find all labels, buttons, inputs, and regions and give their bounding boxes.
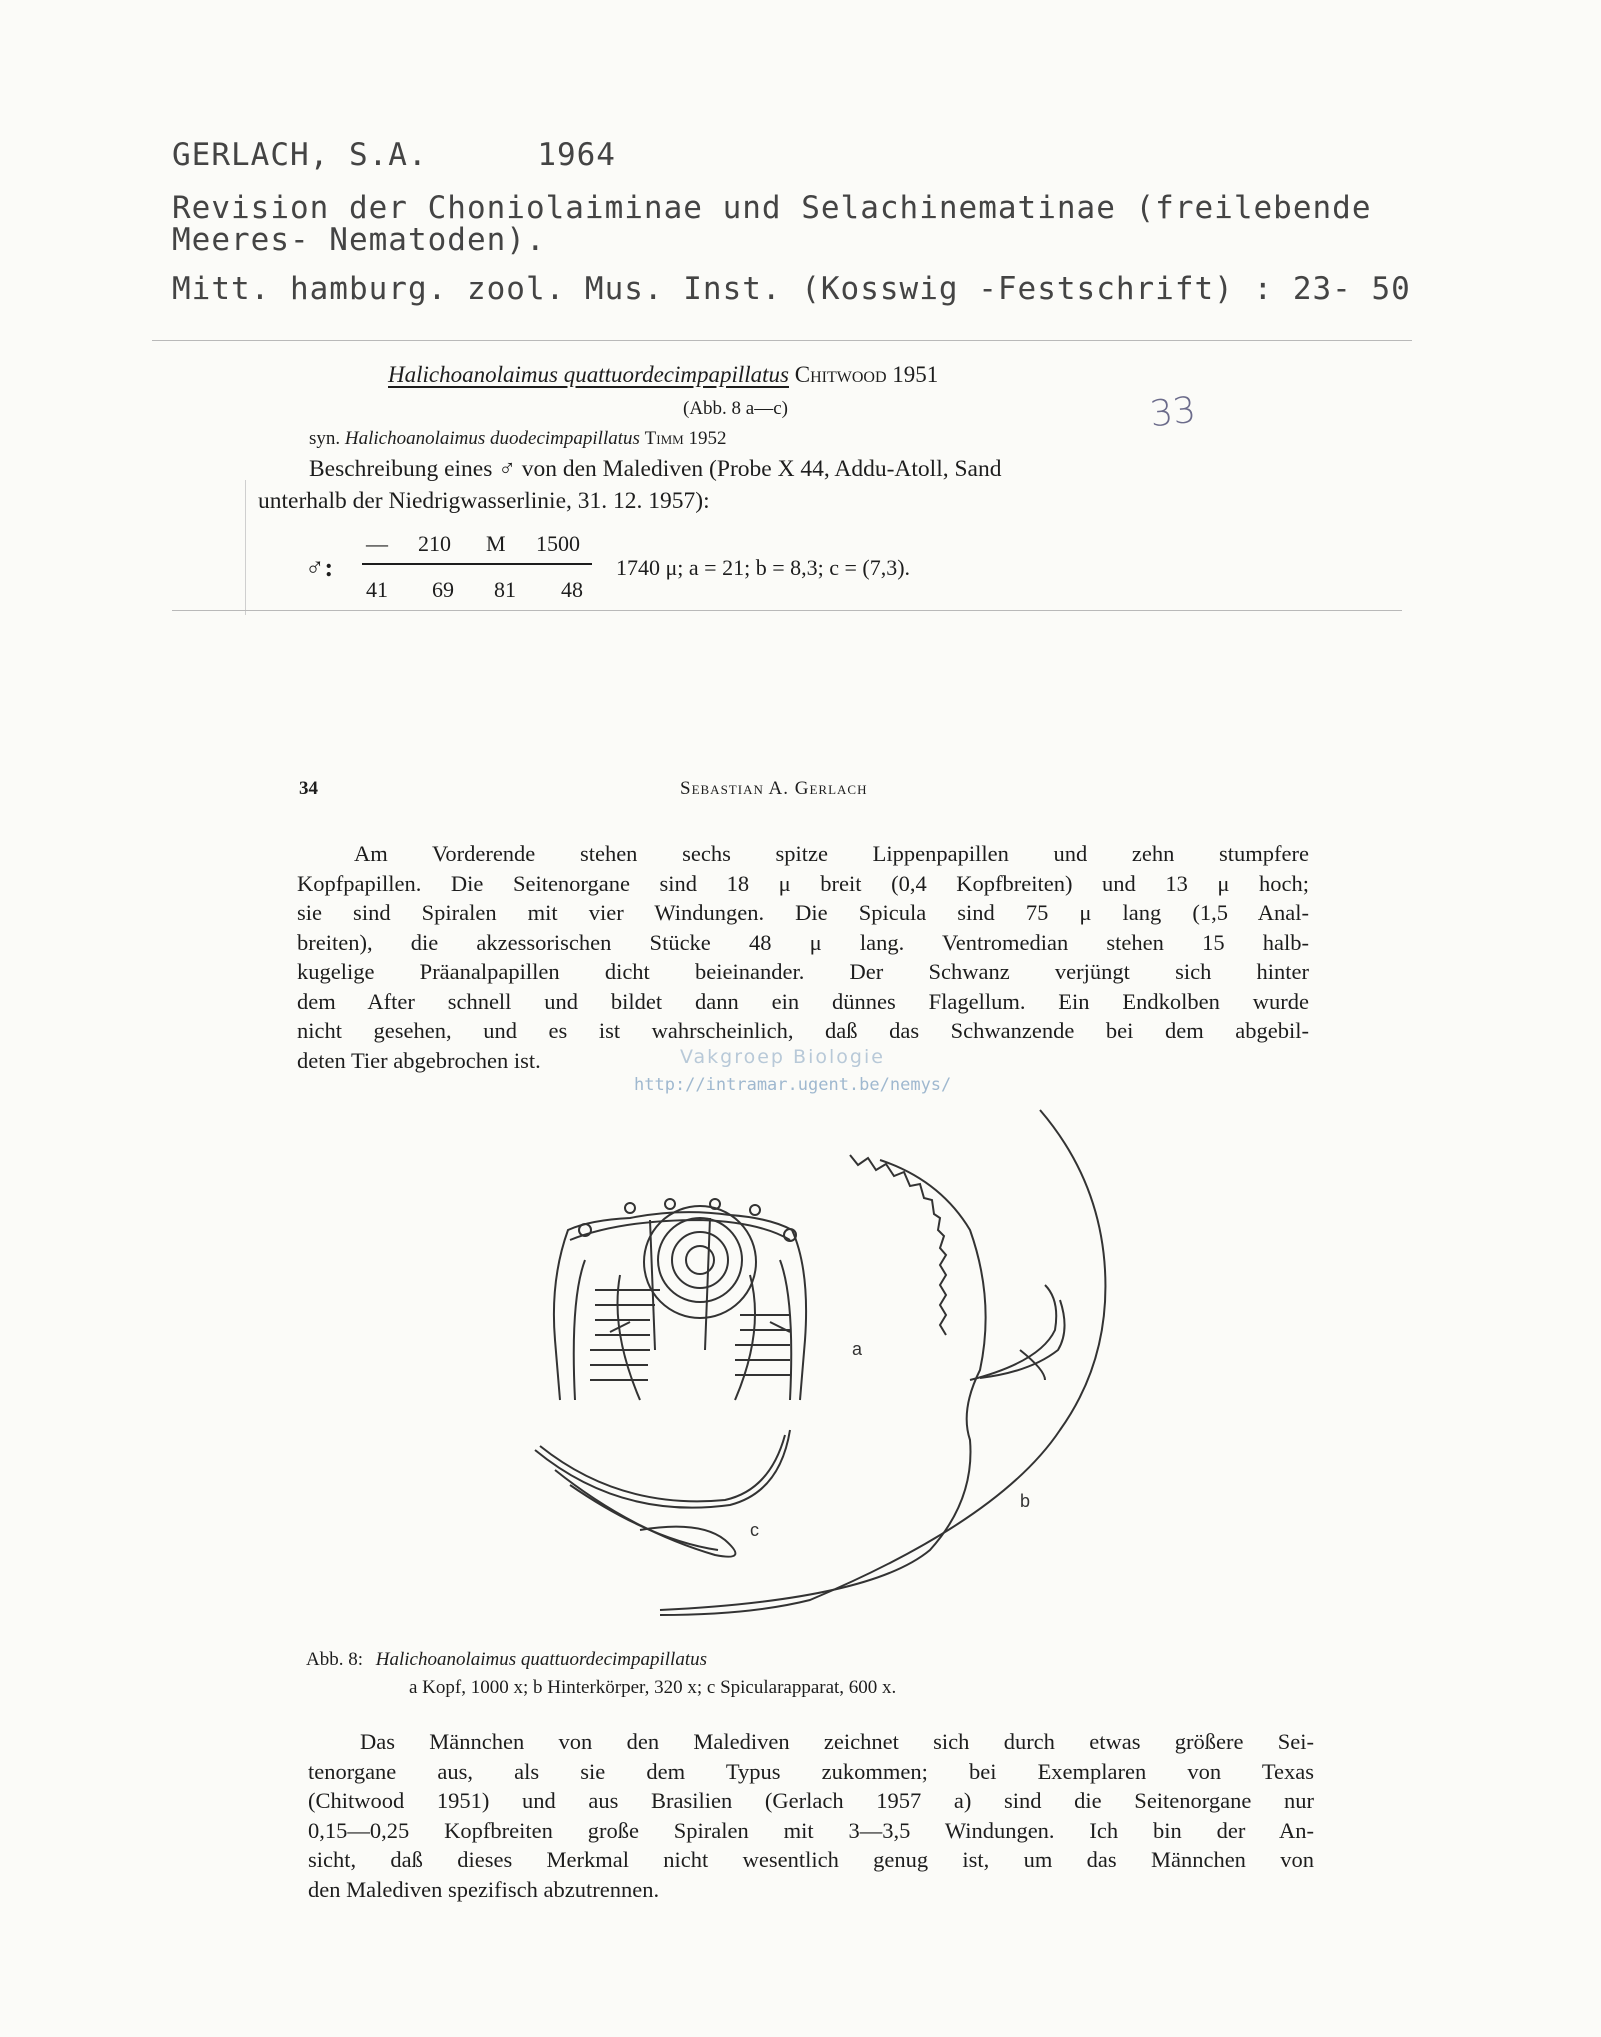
synonym-authority: Timm 1952 (644, 428, 727, 449)
description-line1: Beschreibung eines ♂ von den Malediven (Probe X 44, Addu-Atoll, Sand (309, 456, 1002, 482)
reference-journal: Mitt. hamburg. zool. Mus. Inst. (Kosswig -Festschrift) : 23- 50 (172, 271, 1411, 307)
synonym-prefix: syn. (309, 428, 341, 449)
p1-line: Am Vorderende stehen sechs spitze Lippenpapillen und zehn stumpfere (354, 841, 1309, 866)
p2-line: (Chitwood 1951) und aus Brasilien (Gerlach 1957 a) sind die Seitenorgane nur (308, 1788, 1314, 1813)
figure-reference: (Abb. 8 a—c) (683, 398, 788, 419)
p2-line: den Malediven spezifisch abzutrennen. (308, 1876, 660, 1902)
figure-label-c: c (750, 1520, 759, 1540)
bottom-divider (172, 610, 1402, 611)
p2-line: sicht, daß dieses Merkmal nicht wesentlich genug ist, um das Männchen von (308, 1847, 1314, 1872)
reference-author-line (172, 137, 616, 173)
top-divider (152, 340, 1412, 341)
watermark-url: http://intramar.ugent.be/nemys/ (634, 1075, 952, 1095)
handwritten-number: 33 (1147, 389, 1198, 436)
figure-label-b: b (1020, 1491, 1031, 1511)
watermark-org: Vakgroep Biologie (680, 1046, 885, 1068)
description-line2: unterhalb der Niedrigwasserlinie, 31. 12. 1957): (258, 488, 710, 514)
formula-top-2: 210 (418, 531, 451, 556)
paragraph-1 (297, 839, 1309, 1075)
p1-line: breiten), die akzessorischen Stücke 48 μ lang. Ventromedian stehen 15 halb- (297, 929, 1309, 955)
formula-bottom-2: 69 (432, 577, 454, 602)
clipping-edge-left (245, 480, 246, 615)
p1-line: sie sind Spiralen mit vier Windungen. Die Spicula sind 75 μ lang (1,5 Anal- (297, 900, 1309, 925)
reference-author: GERLACH, S.A. (172, 137, 428, 173)
head-drawing-a (554, 1199, 806, 1400)
running-head: Sebastian A. Gerlach (680, 778, 868, 799)
caption-species: Halichoanolaimus quattuordecimpapillatus (375, 1649, 708, 1670)
formula-top-3: M (486, 531, 506, 556)
reference-year: 1964 (537, 137, 616, 173)
formula-bottom-3: 81 (494, 577, 516, 602)
formula-top-1: — (366, 531, 388, 556)
p2-line: Das Männchen von den Malediven zeichnet sich durch etwas größere Sei- (360, 1729, 1314, 1754)
figure-drawing (500, 1100, 1200, 1660)
synonym-line (309, 428, 726, 450)
male-symbol: ♂: (305, 553, 334, 582)
p1-line: kugelige Präanalpapillen dicht beieinander. Der Schwanz verjüngt sich hinter (297, 959, 1309, 984)
formula-result: 1740 μ; a = 21; b = 8,3; c = (7,3). (616, 555, 911, 580)
figure-caption-line1 (306, 1649, 707, 1671)
p1-line: nicht gesehen, und es ist wahrscheinlich, daß das Schwanzende bei dem abgebil- (297, 1018, 1309, 1043)
p1-line: Kopfpapillen. Die Seitenorgane sind 18 μ breit (0,4 Kopfbreiten) und 13 μ hoch; (297, 870, 1309, 896)
p1-line: deten Tier abgebrochen ist. (297, 1047, 541, 1073)
p2-line: tenorgane aus, als sie dem Typus zukommen; bei Exemplaren von Texas (308, 1758, 1314, 1784)
formula-top-4: 1500 (536, 531, 580, 556)
species-authority: Chitwood 1951 (794, 362, 939, 387)
fraction-bar (362, 563, 592, 565)
page-number: 34 (299, 778, 318, 799)
formula-bottom-4: 48 (561, 577, 583, 602)
species-name: Halichoanolaimus quattuordecimpapillatus (388, 362, 789, 387)
synonym-name: Halichoanolaimus duodecimpapillatus (344, 428, 640, 449)
species-title (388, 362, 938, 388)
paragraph-2 (308, 1727, 1314, 1904)
figure-label-a: a (852, 1339, 863, 1359)
figure-caption-line2: a Kopf, 1000 x; b Hinterkörper, 320 x; c Spicularapparat, 600 x. (409, 1677, 897, 1698)
p1-line: dem After schnell und bildet dann ein dünnes Flagellum. Ein Endkolben wurde (297, 988, 1309, 1014)
p2-line: 0,15—0,25 Kopfbreiten große Spiralen mit 3—3,5 Windungen. Ich bin der An- (308, 1817, 1314, 1843)
reference-title-line2: Meeres- Nematoden). (172, 222, 546, 258)
reference-title-line1: Revision der Choniolaiminae und Selachinematinae (freilebende (172, 190, 1372, 226)
posterior-drawing-b (660, 1110, 1105, 1615)
formula-bottom-1: 41 (366, 577, 388, 602)
caption-prefix: Abb. 8: (306, 1649, 363, 1670)
